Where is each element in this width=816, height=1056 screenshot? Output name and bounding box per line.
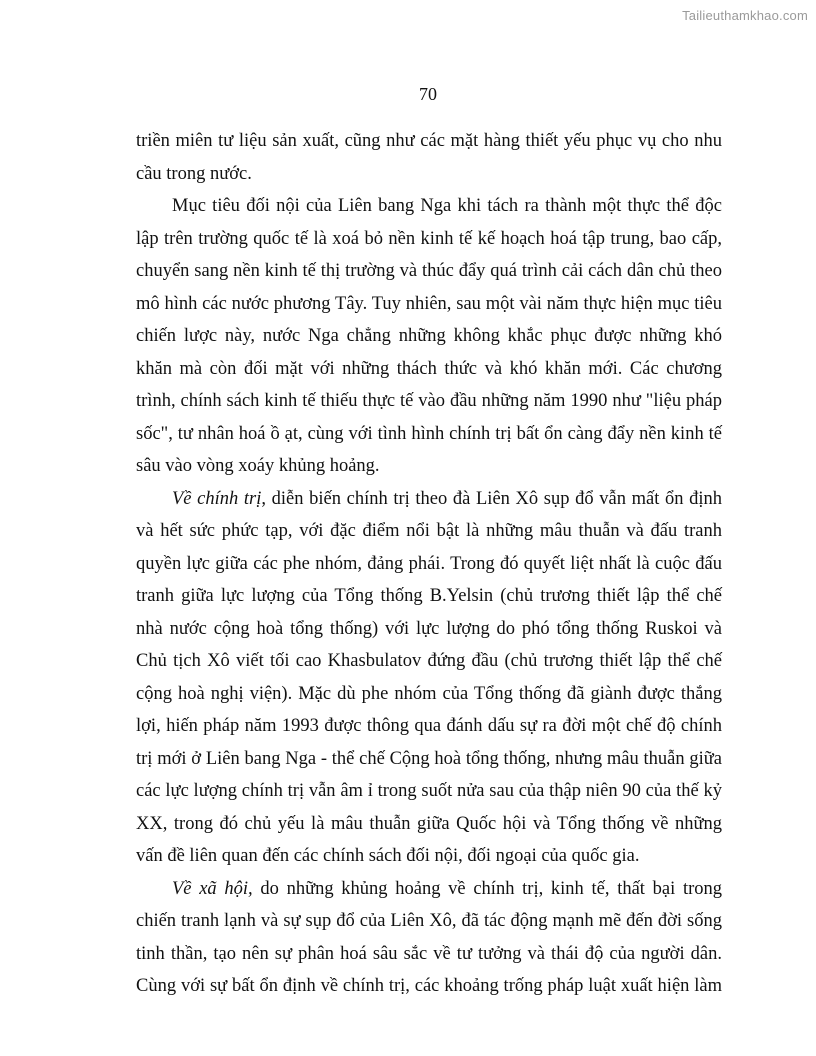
text-line: lập trên trường quốc tế là xoá bỏ nền kinh tế kế hoạch hoá tập trung, bao cấp, [136, 228, 722, 249]
text-line [136, 483, 722, 516]
watermark: Tailieuthamkhao.com [682, 8, 808, 23]
paragraph [136, 483, 722, 873]
text-run: , diễn biến chính trị theo đà Liên Xô sụp đổ vẫn mất ổn định [261, 488, 723, 509]
text-line: chiến tranh lạnh và sự sụp đổ của Liên Xô, đã tác động mạnh mẽ đến đời sống [136, 911, 722, 931]
text-line: mô hình các nước phương Tây. Tuy nhiên, sau một vài năm thực hiện mục tiêu [136, 293, 722, 314]
text-line: lợi, hiến pháp năm 1993 được thông qua đánh dấu sự ra đời một chế độ chính [136, 716, 722, 736]
text-line: trình, chính sách kinh tế thiếu thực tế vào đầu những năm 1990 như "liệu pháp [136, 391, 722, 411]
text-line: Chủ tịch Xô viết tối cao Khasbulatov đứng đầu (chủ trương thiết lập thể chế [136, 651, 722, 671]
paragraph-lead: Về chính trị [172, 488, 262, 509]
text-line: chuyển sang nền kinh tế thị trường và thúc đẩy quá trình cải cách dân chủ theo [136, 261, 722, 281]
text-line: Mục tiêu đối nội của Liên bang Nga khi tách ra thành một thực thể độc [172, 196, 722, 216]
text-line [136, 873, 722, 906]
page-number: 70 [419, 84, 437, 104]
text-line: sốc", tư nhân hoá ồ ạt, cùng với tình hình chính trị bất ổn càng đẩy nền kinh tế [136, 423, 722, 444]
text-line: Cùng với sự bất ổn định về chính trị, các khoảng trống pháp luật xuất hiện làm [136, 976, 722, 996]
paragraph [136, 873, 722, 1003]
text-line: và hết sức phức tạp, với đặc điểm nổi bật là những mâu thuẫn và đấu tranh [136, 521, 722, 541]
paragraph-lead: Về xã hội, [172, 878, 253, 899]
text-line: tinh thần, tạo nên sự phân hoá sâu sắc về tư tưởng và thái độ của người dân. [136, 943, 722, 964]
paragraph [136, 190, 722, 483]
text-line: nhà nước cộng hoà tổng thống) với lực lượng do phó tổng thống Ruskoi và [136, 618, 722, 639]
text-line: các lực lượng chính trị vẫn âm ỉ trong suốt nửa sau của thập niên 90 của thế kỷ [136, 781, 722, 801]
paragraph [136, 125, 722, 190]
text-line: tranh giữa lực lượng của Tổng thống B.Yelsin (chủ trương thiết lập thể chế [136, 586, 722, 606]
text-line: sâu vào vòng xoáy khủng hoảng. [136, 456, 380, 476]
text-line: chiến lược này, nước Nga chẳng những không khắc phục được những khó [136, 326, 722, 346]
text-line: triền miên tư liệu sản xuất, cũng như các mặt hàng thiết yếu phục vụ cho nhu [136, 131, 722, 151]
document-body [136, 125, 722, 1003]
text-line: quyền lực giữa các phe nhóm, đảng phái. Trong đó quyết liệt nhất là cuộc đấu [136, 553, 722, 574]
text-run: do những khủng hoảng về chính trị, kinh tế, thất bại trong [252, 878, 722, 899]
text-line: vấn đề liên quan đến các chính sách đối nội, đối ngoại của quốc gia. [136, 846, 640, 866]
text-line: cộng hoà nghị viện). Mặc dù phe nhóm của Tổng thống đã giành được thắng [136, 683, 722, 704]
text-line: XX, trong đó chủ yếu là mâu thuẫn giữa Quốc hội và Tổng thống về những [136, 813, 722, 834]
text-line: khăn mà còn đối mặt với những thách thức và khó khăn mới. Các chương [136, 358, 722, 379]
text-line: cầu trong nước. [136, 163, 252, 184]
text-line: trị mới ở Liên bang Nga - thể chế Cộng hoà tổng thống, nhưng mâu thuẫn giữa [136, 748, 722, 769]
